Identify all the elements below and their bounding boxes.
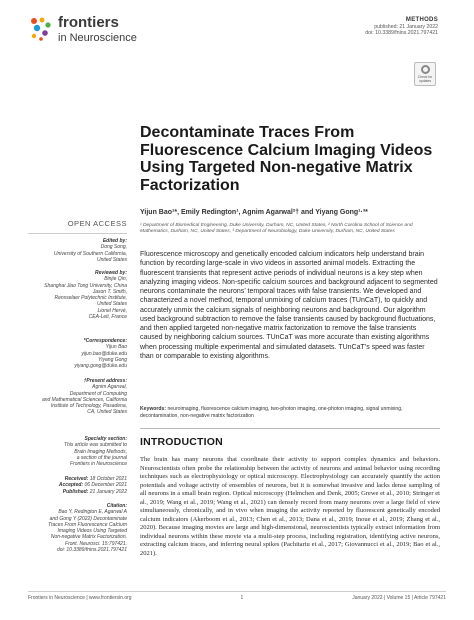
page-footer: [28, 591, 446, 601]
present-address-line: Agnim Agarwal,: [92, 384, 127, 391]
reviewer-line: United States: [96, 301, 127, 308]
footer-issue: January 2022 | Volume 15 | Article 797421: [352, 595, 446, 601]
citation-line: Front. Neurosci. 15:797421.: [65, 540, 127, 547]
present-address-line: CA, United States: [87, 409, 127, 416]
correspondence-email[interactable]: yiyang.gong@duke.edu: [74, 363, 127, 370]
citation-line: Bao Y, Redington E, Agarwal A: [58, 509, 127, 516]
abstract-text: Fluorescence microscopy and genetically encoded calcium indicators help understand brain function by recording large-scale in vivo videos in assorted animal models. Extracting the fluorescent transients that represent active periods of individual neurons is a key step when analyzing imaging videos. Non-specific calcium sources and background adjacent to segmented neurons contaminate the neurons’ temporal traces with false transients. We developed and characterized a novel method, temporal unmixing of calcium traces (TUnCaT), to quickly and accurately unmix the calcium signals of neighboring neurons and background. Our algorithm used background subtraction to remove the false transients caused by background fluctuations, and then applied targeted non-negative matrix factorization to remove the false transients caused by neighboring calcium sources. TUnCaT was more accurate than existing algorithms when processing multiple experimental and simulated datasets. TUnCaT’s speed was faster than or comparable to existing algorithms.: [140, 251, 438, 360]
correspondence-label: *Correspondence:: [83, 338, 127, 344]
citation-doi[interactable]: doi: 10.3389/fnins.2021.797421: [56, 547, 127, 554]
specialty-line: Brain Imaging Methods,: [74, 448, 127, 455]
citation-block: [28, 503, 127, 553]
citation-line: Imaging Videos Using Targeted: [57, 528, 127, 535]
article-type: METHODS: [405, 17, 438, 23]
author-list[interactable]: Yijun Bao¹*, Emily Redington¹, Agnim Agarwal²† and Yiyang Gong¹·³*: [140, 209, 368, 216]
specialty-label: Specialty section:: [84, 436, 127, 442]
published-label: Published:: [62, 488, 89, 495]
reviewer-line: Rensselaer Polytechnic Institute,: [54, 295, 127, 302]
citation-line: and Gong Y (2022) Decontaminate: [49, 515, 127, 522]
check-updates-icon: [421, 65, 430, 74]
check-updates-button[interactable]: [414, 62, 436, 86]
correspondence-email[interactable]: yijun.bao@duke.edu: [81, 350, 127, 357]
present-address-line: and Mathematical Sciences, California: [41, 396, 127, 403]
affiliations: ¹ Department of Biomedical Engineering, Duke University, Durham, NC, United States, ² North Carolina School of Science and Mathematics, Durham, NC, United States, ³ Department of Neurobiology, Duke University, Durham, NC, United States: [140, 223, 413, 235]
specialty-line: This article was submitted to: [63, 442, 127, 449]
citation-label: Citation:: [106, 503, 127, 509]
editor-line: Dong Song,: [100, 244, 127, 251]
correspondence-line: Yijun Bao: [105, 344, 127, 351]
article-title: Decontaminate Traces From Fluorescence Calcium Imaging Videos Using Targeted Non-negative Matrix Factorization: [140, 124, 433, 194]
reviewer-line: Binjie Qin,: [104, 276, 127, 283]
brand-name: frontiers: [58, 14, 119, 31]
open-access-label: OPEN ACCESS: [67, 219, 127, 228]
published-date-side: 21 January 2022: [89, 488, 127, 495]
journal-logo[interactable]: [28, 14, 188, 54]
frontiers-logo-icon: [28, 16, 54, 42]
editor-line: United States: [96, 256, 127, 263]
doi-link[interactable]: doi: 10.3389/fnins.2021.797421: [365, 30, 438, 37]
specialty-line: a section of the journal: [76, 454, 127, 461]
dates-block: [28, 476, 127, 495]
intro-heading: INTRODUCTION: [140, 436, 223, 448]
published-date: published: 21 January 2022: [374, 23, 438, 30]
reviewed-by-label: Reviewed by:: [95, 270, 127, 276]
keywords: [140, 406, 440, 420]
received-label: Received:: [64, 476, 89, 482]
reviewed-by-block: [28, 270, 127, 320]
accepted-date: 06 December 2021: [84, 482, 127, 489]
keywords-label: Keywords:: [140, 406, 167, 412]
reviewer-line: Shanghai Jiao Tong University, China: [44, 282, 127, 289]
intro-text: The brain has many neurons that coordinate their activity to support complex dynamics and behaviors. Neuroscientists often probe the relationship between the activity of neurons and animal behavior using recording techniques such as electrophysiology or optical microscopy. Electrophysiology can accurately quantify the action potentials and voltage activity of ensembles of neurons, but it is somewhat invasive and lacks dense sampling of all neurons in a small brain region. Optical microscopy (Helmchen and Denk, 2005; Grewe et al., 2010; Stringer et al., 2019; Wang et al., 2019; Wang et al., 2021) can densely record from many neurons over a large field of view simultaneously, chronically, and in vivo when imaging the activity reported by fluorescent genetically encoded calcium indicators (Akerboom et al., 2013; Chen et al., 2013; Dana et al., 2019; Inoue et al., 2019; Zhang et al., 2020). Because imaging movies are large and high-dimensional, neuroscientists typically extract information from individual neurons within these movie via a multi-step process, including registration, identifying active neurons, extracting calcium traces, and inferring neural spikes (Pachitariu et al., 2017; Giovannucci et al., 2019; Bao et al., 2021).: [140, 456, 440, 557]
reviewer-line: CEA-Leti, France: [88, 314, 127, 321]
sidebar-divider: [28, 233, 127, 234]
correspondence-block: [28, 338, 127, 369]
article-meta: [365, 17, 438, 37]
accepted-label: Accepted:: [58, 482, 84, 489]
present-address-label: †Present address:: [83, 378, 127, 384]
reviewer-line: Jason T. Smith,: [92, 288, 127, 295]
published-row: [28, 489, 127, 495]
reviewer-line: Lionel Hervé,: [97, 307, 127, 314]
present-address-line: Department of Computing: [69, 390, 127, 397]
present-address-line: Institute of Technology, Pasadena,: [50, 403, 127, 410]
received-date: 18 October 2021: [89, 476, 127, 482]
footer-journal-link[interactable]: Frontiers in Neuroscience | www.frontiersin.org: [28, 595, 132, 601]
correspondence-line: Yiyang Gong: [98, 356, 127, 363]
edited-by-label: Edited by:: [102, 238, 127, 244]
page-number: 1: [240, 595, 244, 601]
specialty-line: Frontiers in Neuroscience: [70, 461, 127, 468]
check-updates-label: Check for updates: [417, 75, 433, 83]
editor-line: University of Southern California,: [53, 250, 127, 257]
present-address-block: [28, 378, 127, 416]
specialty-block: [28, 436, 127, 467]
citation-line: Non-negative Matrix Factorization.: [50, 534, 127, 541]
keywords-list: neuroimaging, fluorescence calcium imaging, two-photon imaging, one-photon imaging, signal unmixing, decontamination, non-negative matrix factorization: [140, 406, 403, 419]
journal-name: in Neuroscience: [58, 32, 137, 44]
edited-by-block: [28, 238, 127, 263]
section-divider: [140, 428, 440, 429]
citation-line: Traces From Fluorescence Calcium: [48, 521, 127, 528]
